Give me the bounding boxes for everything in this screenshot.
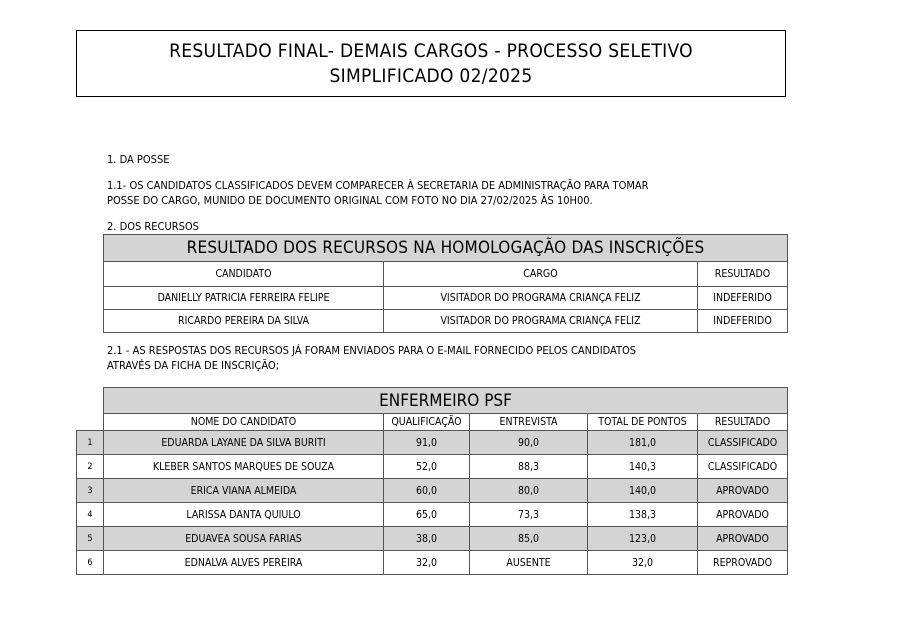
- row-number: 6: [77, 551, 104, 575]
- section-2-item-line-1: 2.1 - AS RESPOSTAS DOS RECURSOS JÁ FORAM ENVIADOS PARA O E-MAIL FORNECIDO PELOS CANDIDATOS: [107, 344, 637, 357]
- entrevista-cell: 88,3: [470, 455, 588, 479]
- total-cell: 181,0: [588, 431, 698, 455]
- col-candidato: CANDIDATO: [104, 262, 384, 287]
- table-row: [77, 479, 788, 503]
- blank-cell: [77, 414, 104, 431]
- section-2-item: [107, 343, 636, 373]
- candidato-cell: RICARDO PEREIRA DA SILVA: [104, 310, 384, 333]
- entrevista-cell: 73,3: [470, 503, 588, 527]
- resultado-cell: INDEFERIDO: [698, 310, 788, 333]
- qualificacao-cell: 91,0: [384, 431, 470, 455]
- nome-cell: EDUAVEA SOUSA FARIAS: [104, 527, 384, 551]
- table-row: [77, 503, 788, 527]
- resultado-cell: CLASSIFICADO: [698, 455, 788, 479]
- qualificacao-cell: 38,0: [384, 527, 470, 551]
- qualificacao-cell: 32,0: [384, 551, 470, 575]
- entrevista-cell: 90,0: [470, 431, 588, 455]
- total-cell: 123,0: [588, 527, 698, 551]
- nome-cell: KLEBER SANTOS MARQUES DE SOUZA: [104, 455, 384, 479]
- cargo-cell: VISITADOR DO PROGRAMA CRIANÇA FELIZ: [384, 287, 698, 310]
- nome-cell: EDNALVA ALVES PEREIRA: [104, 551, 384, 575]
- table-row: [104, 287, 788, 310]
- section-1-item-line-1: 1.1- OS CANDIDATOS CLASSIFICADOS DEVEM COMPARECER À SECRETARIA DE ADMINISTRAÇÃO PARA TOMAR: [107, 179, 649, 192]
- table-row: [77, 551, 788, 575]
- total-cell: 138,3: [588, 503, 698, 527]
- entrevista-cell: 85,0: [470, 527, 588, 551]
- col-total: TOTAL DE PONTOS: [588, 414, 698, 431]
- enfermeiro-table: [76, 387, 788, 575]
- recursos-table-title: RESULTADO DOS RECURSOS NA HOMOLOGAÇÃO DAS INSCRIÇÕES: [104, 235, 788, 262]
- row-number: 5: [77, 527, 104, 551]
- resultado-cell: APROVADO: [698, 479, 788, 503]
- entrevista-cell: AUSENTE: [470, 551, 588, 575]
- document-title: [76, 30, 786, 97]
- table-row: [77, 431, 788, 455]
- nome-cell: EDUARDA LAYANE DA SILVA BURITI: [104, 431, 384, 455]
- col-resultado: RESULTADO: [698, 262, 788, 287]
- table-row: [77, 527, 788, 551]
- resultado-cell: APROVADO: [698, 503, 788, 527]
- nome-cell: ERICA VIANA ALMEIDA: [104, 479, 384, 503]
- enfermeiro-table-title: ENFERMEIRO PSF: [104, 388, 788, 414]
- qualificacao-cell: 60,0: [384, 479, 470, 503]
- row-number: 3: [77, 479, 104, 503]
- col-nome: NOME DO CANDIDATO: [104, 414, 384, 431]
- title-line-1: RESULTADO FINAL- DEMAIS CARGOS - PROCESSO SELETIVO: [169, 39, 693, 62]
- recursos-table: [103, 234, 788, 333]
- section-1-item-line-2: POSSE DO CARGO, MUNIDO DE DOCUMENTO ORIGINAL COM FOTO NO DIA 27/02/2025 ÀS 10H00.: [107, 194, 593, 207]
- col-qualificacao: QUALIFICAÇÃO: [384, 414, 470, 431]
- row-number: 4: [77, 503, 104, 527]
- resultado-cell: CLASSIFICADO: [698, 431, 788, 455]
- total-cell: 140,3: [588, 455, 698, 479]
- section-1-heading: 1. DA POSSE: [107, 153, 170, 166]
- qualificacao-cell: 65,0: [384, 503, 470, 527]
- col-resultado: RESULTADO: [698, 414, 788, 431]
- blank-cell: [77, 388, 104, 414]
- resultado-cell: REPROVADO: [698, 551, 788, 575]
- cargo-cell: VISITADOR DO PROGRAMA CRIANÇA FELIZ: [384, 310, 698, 333]
- resultado-cell: APROVADO: [698, 527, 788, 551]
- total-cell: 32,0: [588, 551, 698, 575]
- table-row: [77, 455, 788, 479]
- entrevista-cell: 80,0: [470, 479, 588, 503]
- col-entrevista: ENTREVISTA: [470, 414, 588, 431]
- title-line-2: SIMPLIFICADO 02/2025: [329, 64, 533, 87]
- section-1-item: [107, 178, 649, 208]
- col-cargo: CARGO: [384, 262, 698, 287]
- qualificacao-cell: 52,0: [384, 455, 470, 479]
- section-2-heading: 2. DOS RECURSOS: [107, 220, 199, 233]
- total-cell: 140,0: [588, 479, 698, 503]
- table-row: [104, 310, 788, 333]
- resultado-cell: INDEFERIDO: [698, 287, 788, 310]
- row-number: 2: [77, 455, 104, 479]
- candidato-cell: DANIELLY PATRICIA FERREIRA FELIPE: [104, 287, 384, 310]
- section-2-item-line-2: ATRAVÉS DA FICHA DE INSCRIÇÃO;: [107, 359, 280, 372]
- nome-cell: LARISSA DANTA QUIULO: [104, 503, 384, 527]
- row-number: 1: [77, 431, 104, 455]
